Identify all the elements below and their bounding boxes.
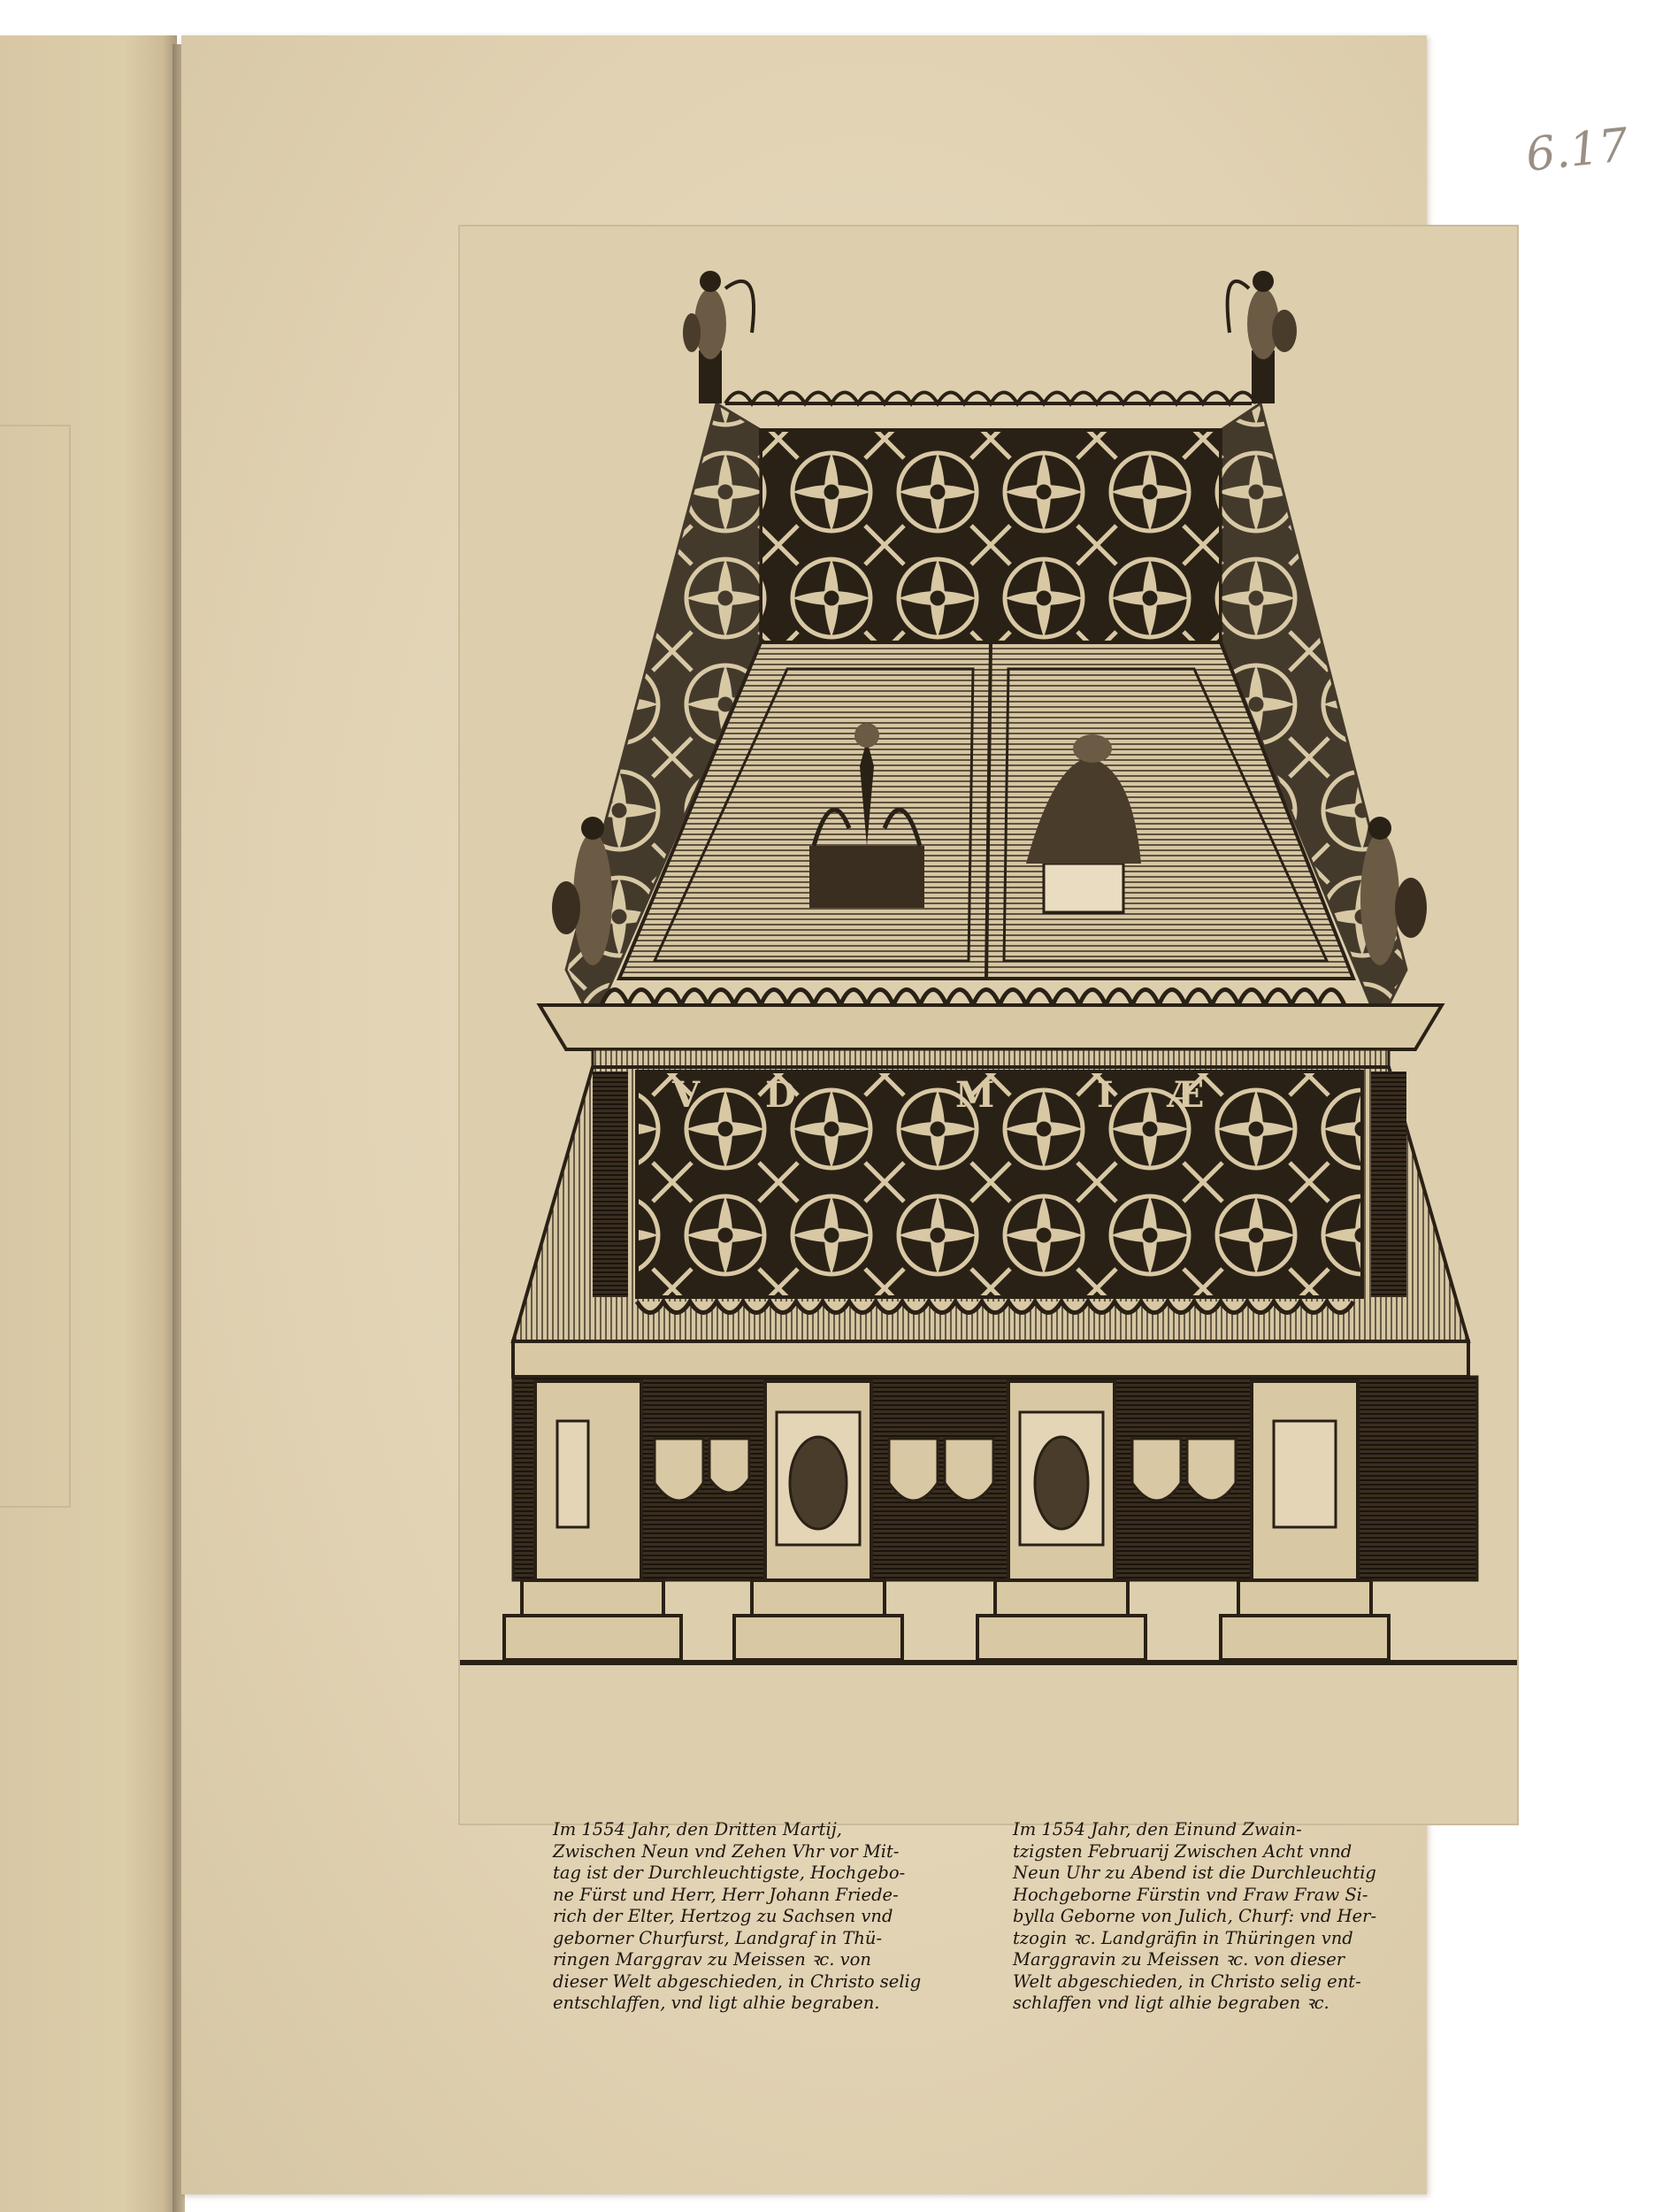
svg-text:D: D: [765, 1074, 796, 1116]
svg-text:V: V: [672, 1074, 701, 1116]
stepped-base: [504, 1580, 1389, 1660]
svg-text:M: M: [955, 1074, 995, 1116]
left-page-plate-edge: [0, 425, 71, 1508]
svg-text:Æ: Æ: [1168, 1074, 1205, 1116]
back-tracery-panel: [761, 430, 1221, 642]
inscription-right: Im 1554 Jahr, den Einund Zwain- tzigsten Februarij Zwischen Acht vnnd Neun Uhr zu Abend ist die Durchleuchtig Hochgeborne Fürstin vnd Fraw Fraw Si- bylla Geborne von Julich, Churf: vnd Her- tzogin ꝛc. Landgräfin in Thüringen vnd Marggravin zu Meissen ꝛc. von dieser Welt abgeschieden, in Christo selig ent- schlaffen vnd ligt alhie begraben ꝛc.: [1013, 1819, 1377, 2013]
pencil-annotation: 6.17: [1523, 119, 1631, 182]
right-page: [181, 35, 1631, 2194]
top-cresting: [725, 393, 1256, 404]
tomb-cornice: [540, 1005, 1442, 1049]
angel-statue-right: [1228, 271, 1297, 403]
tomb-engraving: [460, 227, 1517, 1824]
left-page: [0, 35, 177, 2212]
svg-text:I: I: [1097, 1074, 1114, 1116]
angel-statue-left: [683, 271, 754, 403]
inscription-left: Im 1554 Jahr, den Dritten Martij, Zwischen Neun vnd Zehen Vhr vor Mit- tag ist der Durchleuchtigste, Hochgebo- ne Fürst und Herr, Herr Johann Friede- rich der Elter, Hertzog zu Sachsen vnd geborner Churfurst, Landgraf in Thü- ringen Marggrav zu Meissen ꝛc. von dieser Welt abgeschieden, in Christo selig entschlaffen, vnd ligt alhie begraben.: [553, 1819, 922, 2013]
engraving-plate: [458, 225, 1519, 2013]
front-cresting: [601, 990, 1345, 1006]
